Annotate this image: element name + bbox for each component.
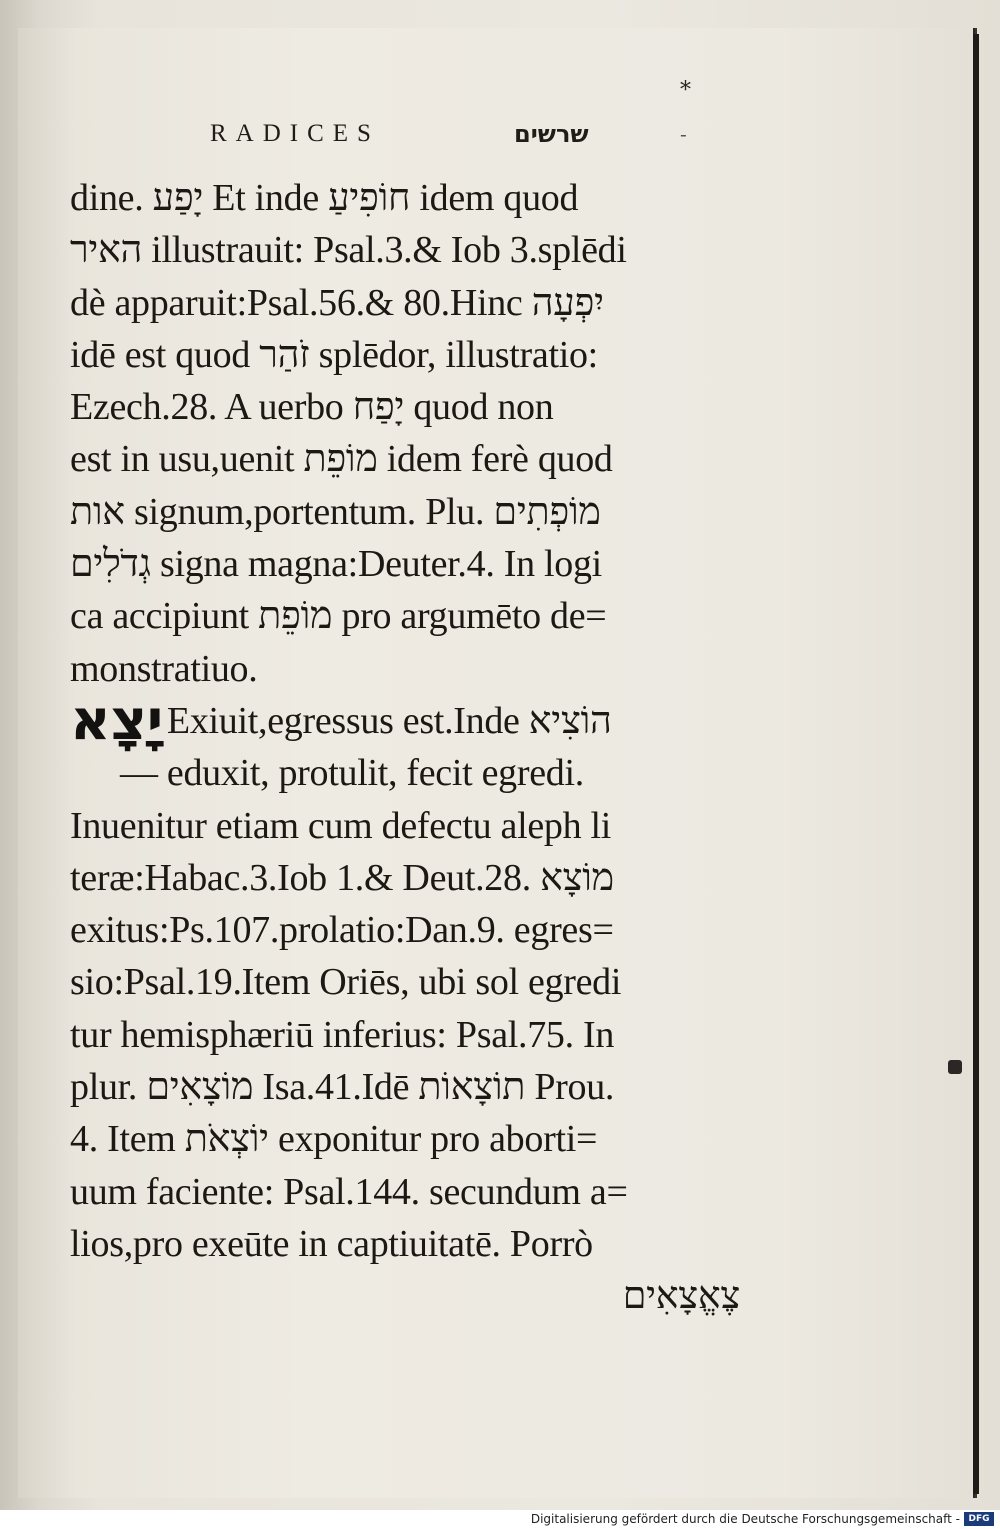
page-edge-mark bbox=[948, 1060, 962, 1074]
entry-line bbox=[70, 687, 740, 753]
text-line: exitus:Ps.107.prolatio:Dan.9. egres= bbox=[70, 909, 614, 952]
running-head-latin: RADICES bbox=[210, 120, 380, 147]
text-line: dè apparuit:Psal.56.& 80.Hinc יִפְעָה bbox=[70, 281, 604, 324]
text-line: Inuenitur etiam cum defectu aleph li bbox=[70, 804, 612, 847]
catchword: צֶאֱצָאִים bbox=[622, 1275, 740, 1318]
running-head-mark: - bbox=[680, 122, 687, 146]
text-line: Exiuit,egressus est.Inde הוֹצִיא bbox=[166, 699, 612, 742]
text-line: dine. יָפַע Et inde חוֹפִיעַ idem quod bbox=[70, 177, 579, 219]
text-line: plur. מוֹצָאִים Isa.41.Idē תוֹצָאוֹת Prou. bbox=[70, 1066, 615, 1109]
text-line: האיר illustrauit: Psal.3.& Iob 3.splēdi bbox=[70, 229, 627, 272]
corner-mark: * bbox=[680, 78, 691, 103]
text-line: 4. Item יוֹצְאֹת exponitur pro aborti= bbox=[70, 1118, 598, 1161]
text-line: sio:Psal.19.Item Oriēs, ubi sol egredi bbox=[70, 961, 622, 1004]
text-line: — eduxit, protulit, fecit egredi. bbox=[120, 752, 584, 795]
dfg-logo: DFG bbox=[964, 1512, 994, 1526]
footer-credit: Digitalisierung gefördert durch die Deutsche Forschungsgemeinschaft - bbox=[530, 1512, 960, 1526]
text-line: est in usu,uenit מוֹפֵת idem ferè quod bbox=[70, 438, 613, 481]
text-line: teræ:Habac.3.Iob 1.& Deut.28. מוֹצָא bbox=[70, 856, 614, 899]
drop-cap-headword: יָצָא bbox=[70, 687, 163, 753]
text-line: גְדֹלִים signa magna:Deuter.4. In logi bbox=[70, 543, 602, 586]
text-line: אות signum,portentum. Plu. מוֹפְתִים bbox=[70, 490, 601, 533]
text-line: monstratiuo. bbox=[70, 647, 258, 690]
running-head bbox=[210, 120, 710, 160]
text-line: lios,pro exeūte in captiuitatē. Porrò bbox=[70, 1222, 593, 1265]
text-line: ca accipiunt מוֹפֵת pro argumēto de= bbox=[70, 595, 607, 638]
body-text bbox=[70, 172, 740, 1323]
running-head-hebrew: שרשים bbox=[514, 120, 589, 148]
text-line: uum faciente: Psal.144. secundum a= bbox=[70, 1170, 628, 1213]
page-edge bbox=[973, 34, 979, 1494]
text-line: idē est quod זֹהַר splēdor, illustratio: bbox=[70, 333, 598, 376]
text-line: tur hemisphæriū inferius: Psal.75. In bbox=[70, 1013, 615, 1056]
text-line: Ezech.28. A uerbo יָפַח quod non bbox=[70, 386, 554, 429]
footer-bar bbox=[0, 1510, 1000, 1529]
